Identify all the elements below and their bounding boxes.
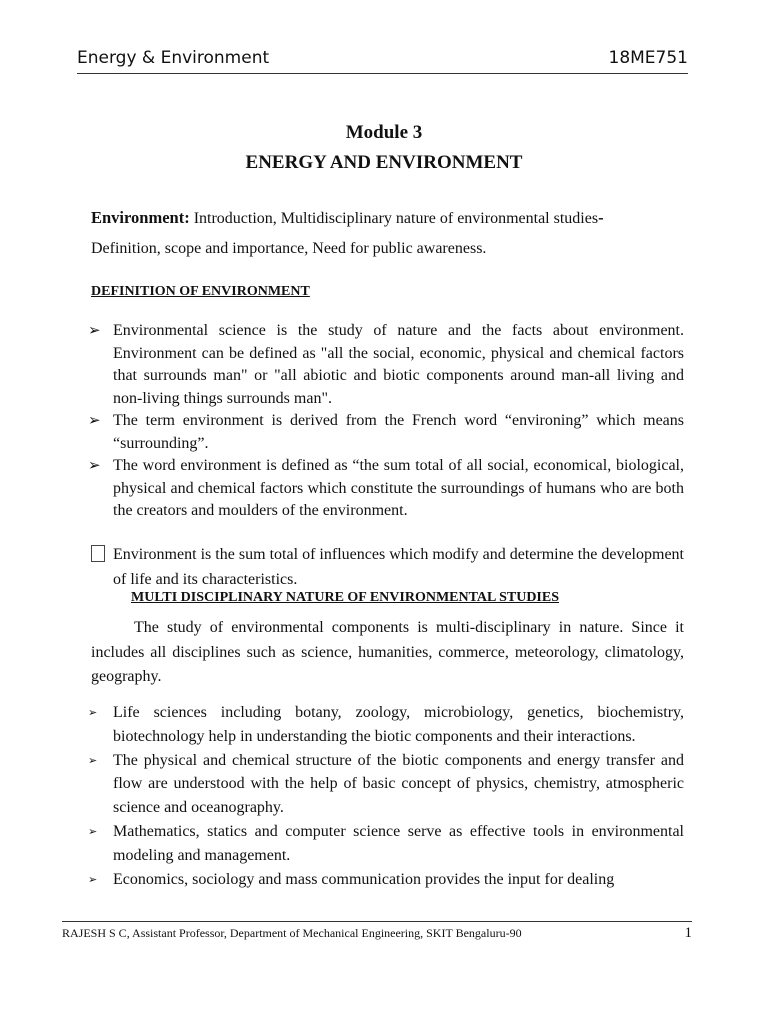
intro-paragraph xyxy=(91,203,686,264)
intro-text-1: Introduction, Multidisciplinary nature of environmental studies xyxy=(193,210,599,227)
list-item xyxy=(88,868,684,892)
module-heading: ENERGY AND ENVIRONMENT xyxy=(245,152,523,173)
section-heading-multidisciplinary: MULTI DISCIPLINARY NATURE OF ENVIRONMENTAL STUDIES xyxy=(131,590,560,605)
page-number: 1 xyxy=(684,925,692,941)
intro-dash: - xyxy=(598,208,604,227)
running-header xyxy=(77,48,688,74)
running-footer xyxy=(62,925,692,942)
arrow-bullet-icon: ➢ xyxy=(88,707,98,719)
course-title: Energy & Environment xyxy=(77,48,270,68)
list-item xyxy=(88,455,684,523)
multidisciplinary-paragraph: The study of environmental components is multi-disciplinary in nature. Since it includes all disciplines such as science, humanities, commerce, meteorology, climatology, geography. xyxy=(91,619,684,685)
section-heading-definition: DEFINITION OF ENVIRONMENT xyxy=(91,284,310,299)
list-item-text: Life sciences including botany, zoology, microbiology, genetics, biochemistry, biotechnology help in understanding the biotic components and their interactions. xyxy=(113,704,684,745)
list-item xyxy=(88,701,684,749)
list-item-text: The term environment is derived from the French word “environing” which means “surrounding”. xyxy=(113,412,684,452)
arrow-bullet-icon: ➢ xyxy=(88,754,98,767)
list-item-text: The word environment is defined as “the sum total of all social, economical, biological, physical and chemical factors which constitute the surroundings of humans who are both the creators and moulders of the environment. xyxy=(113,457,684,519)
arrow-bullet-icon: ➢ xyxy=(88,323,101,339)
list-item-text: The physical and chemical structure of the biotic components and energy transfer and flow are understood with the help of basic concept of physics, chemistry, atmospheric science and oceanography. xyxy=(113,751,684,817)
list-item-text: Economics, sociology and mass communication provides the input for dealing xyxy=(113,870,615,888)
list-item xyxy=(88,749,684,820)
intro-line-1 xyxy=(91,203,686,234)
list-item xyxy=(88,320,684,410)
intro-text-2: Definition, scope and importance, Need for public awareness. xyxy=(91,240,487,257)
list-item-text: Mathematics, statics and computer science serve as effective tools in environmental modeling and management. xyxy=(113,822,684,864)
title-block xyxy=(0,118,768,178)
arrow-bullet-icon: ➢ xyxy=(88,458,101,474)
list-item-text: Environmental science is the study of nature and the facts about environment. Environment can be defined as "all the social, economic, physical and chemical factors that surrounds man" or "all abiotic and biotic components around man-all living and non-living things surrounds man". xyxy=(113,322,684,407)
arrow-bullet-icon: ➢ xyxy=(88,825,98,838)
list-item xyxy=(88,820,684,868)
list-item xyxy=(88,410,684,455)
definition-bullet-list xyxy=(88,320,684,523)
box-bullet-item xyxy=(91,542,684,592)
disciplines-bullet-list xyxy=(88,701,684,891)
intro-label: Environment: xyxy=(91,208,190,227)
module-title: Module 3 xyxy=(345,122,423,143)
footer-author: RAJESH S C, Assistant Professor, Department of Mechanical Engineering, SKIT Bengaluru-90 xyxy=(62,926,522,940)
box-item-text: Environment is the sum total of influences which modify and determine the development of life and its characteristics. xyxy=(113,546,684,588)
arrow-bullet-icon: ➢ xyxy=(88,873,98,886)
footer-divider xyxy=(62,921,692,922)
course-code: 18ME751 xyxy=(608,48,688,68)
arrow-bullet-icon: ➢ xyxy=(88,413,101,429)
empty-box-icon xyxy=(91,545,105,562)
